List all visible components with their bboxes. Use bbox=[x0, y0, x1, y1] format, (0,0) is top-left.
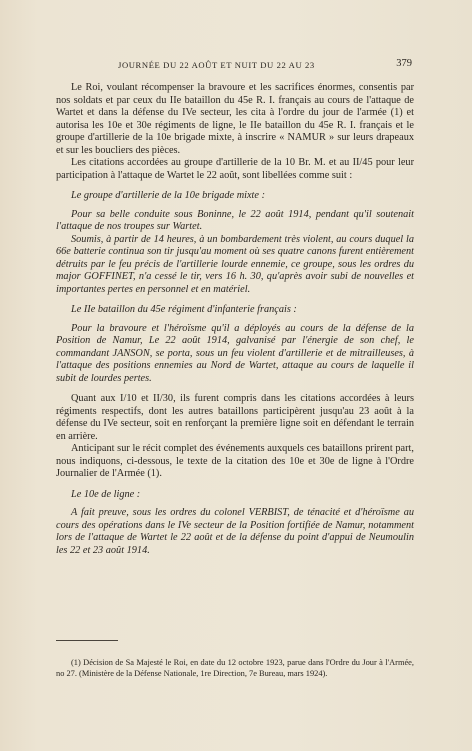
citation-artillery-1: Pour sa belle conduite sous Boninne, le 22 août 1914, pendant qu'il soutenait l'attaque de nos troupes sur Wartet. bbox=[56, 208, 414, 232]
citation-artillery-2: Soumis, à partir de 14 heures, à un bombardement très violent, au cours duquel la 66e batterie continua son tir jusqu'au moment où ses quatre canons furent entièrement détruits par le feu précis de l'artillerie lourde ennemie, ce groupe, sous les ordres du major GOFFINET, n'a cessé le tir, vers 16 h. 30, qu'après avoir subi de nouvelles et importantes pertes en personnel et en matériel. bbox=[56, 233, 414, 295]
page-number: 379 bbox=[396, 58, 412, 69]
heading-artillery-group: Le groupe d'artillerie de la 10e brigade mixte : bbox=[71, 190, 265, 201]
paragraph-citations-intro: Les citations accordées au groupe d'artillerie de la 10 Br. M. et au II/45 pour leur participation à l'attaque de Wartet le 22 août, sont libellées comme suit : bbox=[56, 157, 414, 181]
footnote-divider bbox=[56, 640, 118, 641]
paragraph-king-citation: Le Roi, voulant récompenser la bravoure et les sacrifices énormes, consentis par nos soldats et par ceux du IIe bataillon du 45e R. I. français au cours de l'attaque de Wartet et dans la défense du IVe secteur, les cita à l'ordre du jour de l'armée (1) et autorisa les 10e et 30e régiments de ligne, le IIe bataillon du 45e R. I. français et le groupe d'artillerie de la 10e brigade mixte, à inscrire « NAMUR » sur leurs drapeaux et sur les boucliers des pièces. bbox=[56, 82, 414, 156]
paragraph-anticipating: Anticipant sur le récit complet des événements auxquels ces bataillons prirent part, nous indiquons, ci-dessous, le texte de la citation des 10e et 30e de ligne à l'Ordre Journalier de l'Armée (1). bbox=[56, 443, 414, 479]
citation-10e-ligne: A fait preuve, sous les ordres du colonel VERBIST, de ténacité et d'héroïsme au cours des opérations dans le IVe secteur de la Position fortifiée de Namur, notamment lors de l'attaque de Wartet le 22 août et de la défense du point d'appui de Neumoulin les 22 et 23 août 1914. bbox=[56, 507, 414, 556]
citation-battalion-45: Pour la bravoure et l'héroïsme qu'il a déployés au cours de la défense de la Position de Namur, Le 22 août 1914, galvanisé par l'énergie de son chef, le commandant JANSON, se porta, sous un feu violent d'artillerie et de mitrailleuses, à l'attaque des positions ennemies au Nord de Wartet, attaque au cours de laquelle il subit de lourdes pertes. bbox=[56, 322, 414, 384]
heading-battalion-45: Le IIe bataillon du 45e régiment d'infanterie français : bbox=[71, 304, 297, 315]
footnote: (1) Décision de Sa Majesté le Roi, en date du 12 octobre 1923, parue dans l'Ordre du Jour à l'Armée, no 27. (Ministère de la Défense Nationale, 1re Direction, 7e Bureau, mars 1924). bbox=[56, 658, 414, 679]
heading-10e-ligne: Le 10e de ligne : bbox=[71, 488, 141, 500]
main-text bbox=[56, 82, 414, 557]
paragraph-other-battalions: Quant aux I/10 et II/30, ils furent compris dans les citations accordées à leurs régiments respectifs, dont les autres bataillons participèrent jusqu'au 23 août à la défense du IVe secteur, soit en renforçant la première ligne soit en défendant le terrain en arrière. bbox=[56, 393, 414, 442]
page-header bbox=[0, 60, 472, 76]
running-head: JOURNÉE DU 22 AOÛT ET NUIT DU 22 AU 23 bbox=[118, 60, 315, 70]
